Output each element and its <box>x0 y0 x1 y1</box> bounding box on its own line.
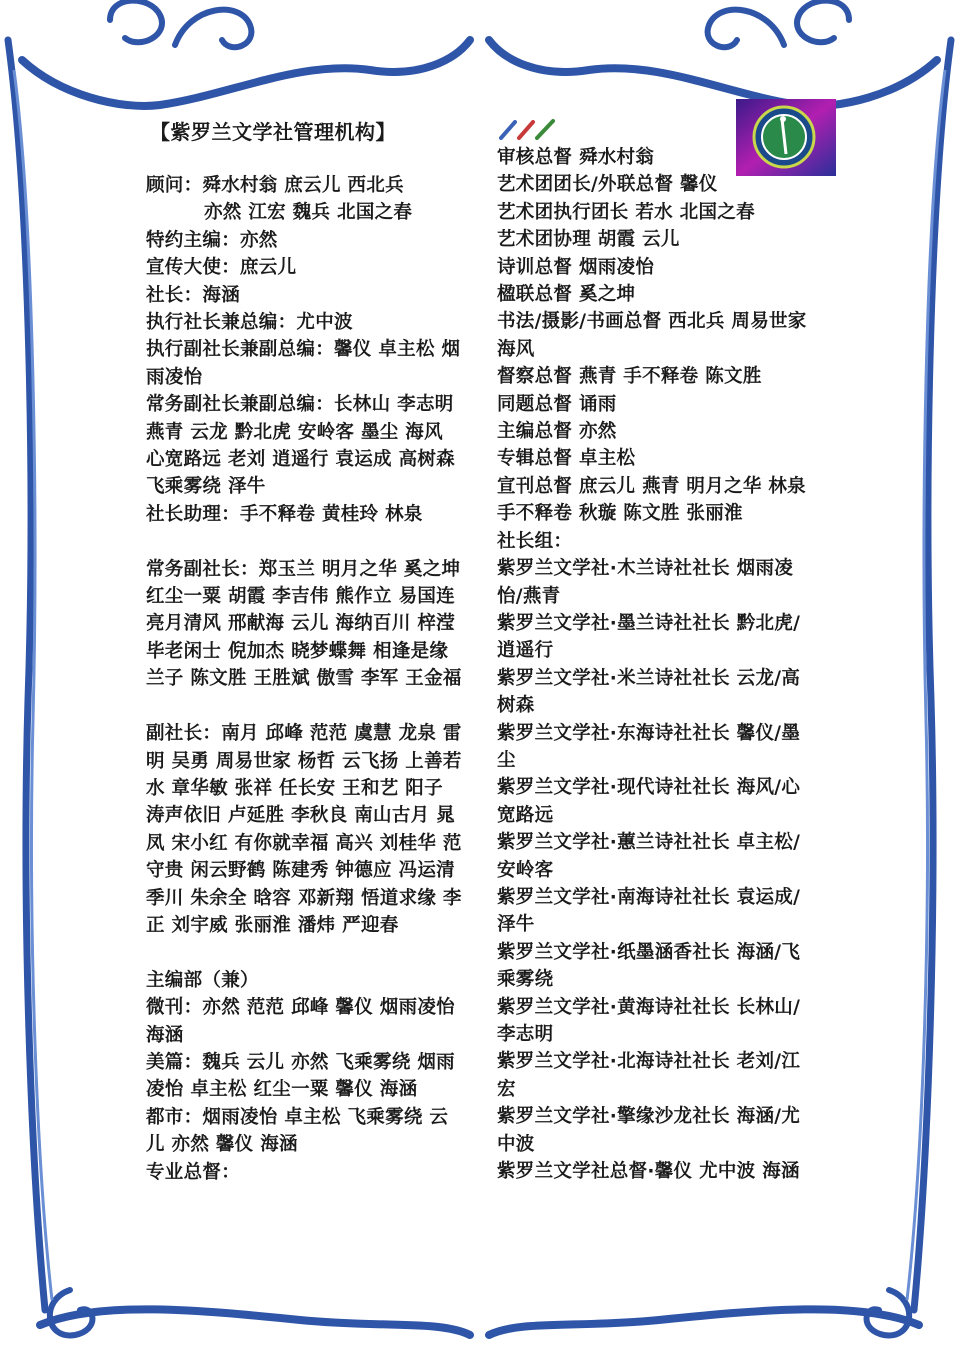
list-item: 书法/摄影/书画总督 西北兵 周易世家 海风 <box>497 311 814 360</box>
list-item: 同题总督 诵雨 <box>497 393 617 415</box>
list-item: 宣刊总督 庶云儿 燕青 明月之华 林泉 手不释卷 秋璇 陈文胜 张丽淮 <box>497 475 813 525</box>
list-item: 紫罗兰文学社·墨兰诗社社长 黔北虎/逍遥行 <box>497 612 801 662</box>
list-item: 副社长：南月 邱峰 范范 虞慧 龙泉 雷明 吴勇 周易世家 杨哲 云飞扬 上善若水 章华敏 张祥 任长安 王和艺 阳子 涛声依旧 卢延胜 李秋良 南山古月 晁凤 宋小红 有你就幸福 高兴 刘桂华 范守贵 闲云野鹤 陈建秀 钟德应 冯运清 季川 朱余全 晗容 邓新翔 悟道求缘 李正 刘宇威 张丽淮 潘炜 严迎春 <box>146 723 462 936</box>
list-item: 社长助理：手不释卷 黄桂玲 林泉 <box>146 503 423 525</box>
list-item: 紫罗兰文学社·现代诗社社长 海风/心宽路远 <box>497 777 801 826</box>
list-item: 紫罗兰文学社·纸墨涵香社长 海涵/飞乘雾绕 <box>497 941 801 991</box>
left-column <box>146 172 468 1186</box>
advisors-cont: 亦然 江宏 魏兵 北国之春 <box>204 202 413 224</box>
list-item: 常务副社长：郑玉兰 明月之华 奚之坤 红尘一粟 胡霞 李吉伟 熊作立 易国连 亮月清风 邢献海 云儿 海纳百川 梓滢 毕老闲士 倪加杰 晓梦蝶舞 相逢是缘 兰子 陈文胜 王胜斌 傲雪 李军 王金福 <box>146 558 468 690</box>
list-item: 紫罗兰文学社·木兰诗社社长 烟雨凌怡/燕青 <box>497 558 794 607</box>
list-item: 美篇：魏兵 云儿 亦然 飞乘雾绕 烟雨凌怡 卓主松 红尘一粟 馨仪 海涵 <box>146 1051 455 1101</box>
list-item: 楹联总督 奚之坤 <box>497 284 636 306</box>
list-item: 紫罗兰文学社·黄海诗社社长 长林山/李志明 <box>497 996 801 1045</box>
list-item: 督察总督 燕青 手不释卷 陈文胜 <box>497 366 762 388</box>
list-item: 紫罗兰文学社总督·馨仪 尤中波 海涵 <box>497 1161 800 1183</box>
list-item: 主编总督 亦然 <box>497 421 617 443</box>
list-item: 社长：海涵 <box>146 284 241 306</box>
list-item: 艺术团团长/外联总督 馨仪 <box>497 174 718 196</box>
list-item: 主编部（兼） <box>146 969 259 991</box>
list-item: 紫罗兰文学社·南海诗社社长 袁运成/泽牛 <box>497 886 801 936</box>
list-item: 宣传大使：庶云儿 <box>146 257 297 279</box>
list-item: 审核总督 舜水村翁 <box>497 147 655 168</box>
page-title: 【紫罗兰文学社管理机构】 <box>150 120 396 144</box>
list-item: 艺术团协理 胡霞 云儿 <box>497 229 680 251</box>
right-column <box>497 144 817 1185</box>
list-item: 常务副社长兼副总编：长林山 李志明 燕青 云龙 黔北虎 安岭客 墨尘 海风 心宽路远 老刘 逍遥行 袁运成 高树森 飞乘雾绕 泽牛 <box>146 394 462 498</box>
list-item: 社长组： <box>497 530 573 552</box>
paintbrush-icon <box>497 118 559 144</box>
list-item: 都市：烟雨凌怡 卓主松 飞乘雾绕 云儿 亦然 馨仪 海涵 <box>146 1106 449 1156</box>
list-item: 执行社长兼总编：尤中波 <box>146 312 353 334</box>
list-item: 紫罗兰文学社·擎缘沙龙社长 海涵/尤中波 <box>497 1106 801 1155</box>
list-item: 紫罗兰文学社·蕙兰诗社社长 卓主松/安岭客 <box>497 832 801 881</box>
section-a <box>146 227 464 528</box>
list-item: 紫罗兰文学社·北海诗社社长 老刘/江宏 <box>497 1051 801 1100</box>
advisors-line: 顾问：舜水村翁 庶云儿 西北兵 <box>146 175 404 196</box>
list-item: 诗训总督 烟雨凌怡 <box>497 256 655 278</box>
list-item: 微刊：亦然 范范 邱峰 馨仪 烟雨凌怡 海涵 <box>146 997 462 1046</box>
list-item: 紫罗兰文学社·米兰诗社社长 云龙/高树森 <box>497 667 801 717</box>
list-item: 特约主编：亦然 <box>146 229 278 251</box>
list-item: 专辑总督 卓主松 <box>497 448 636 470</box>
list-item: 艺术团执行团长 若水 北国之春 <box>497 201 755 223</box>
list-item: 专业总督： <box>146 1161 241 1183</box>
list-item: 紫罗兰文学社·东海诗社社长 馨仪/墨尘 <box>497 722 801 771</box>
list-item: 执行副社长兼副总编：馨仪 卓主松 烟雨凌怡 <box>146 339 461 388</box>
